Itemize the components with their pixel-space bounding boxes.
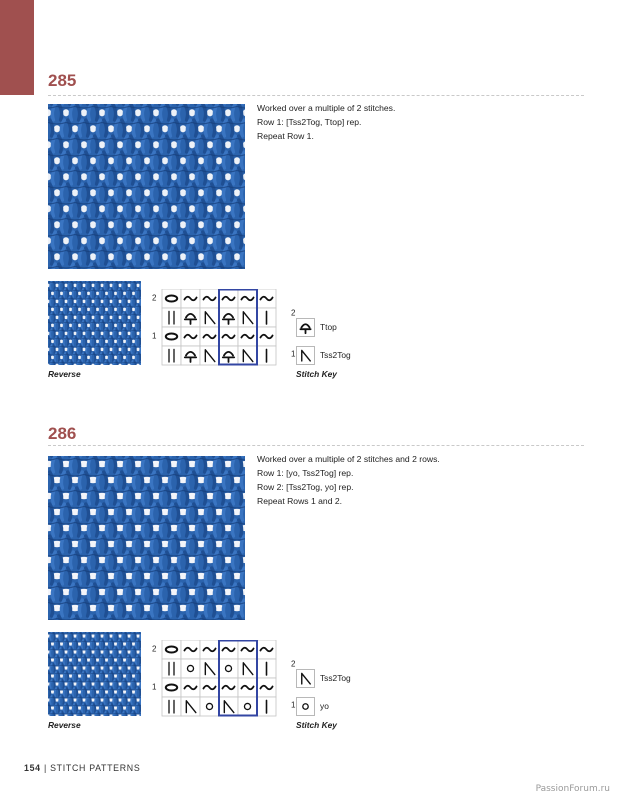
key-item (296, 669, 376, 689)
ttop-icon (219, 346, 238, 365)
row-label-left: 2 (152, 644, 157, 654)
tilde-icon (238, 289, 257, 308)
bar-icon (257, 659, 276, 678)
key-item (296, 318, 376, 338)
tilde-icon (238, 640, 257, 659)
loop-icon (162, 289, 181, 308)
tss2tog-icon (238, 659, 257, 678)
tss2tog-icon (219, 697, 238, 716)
key-item (296, 697, 376, 717)
row-label-left: 1 (152, 682, 157, 692)
key-label: yo (320, 701, 329, 711)
tss2tog-icon (200, 308, 219, 327)
bar-icon (257, 697, 276, 716)
reverse-swatch-photo (48, 281, 141, 365)
pattern-number-286: 286 (48, 424, 77, 443)
instruction-line: Row 2: [Tss2Tog, yo] rep. (257, 482, 354, 492)
tilde-icon (181, 289, 200, 308)
yo-icon (238, 697, 257, 716)
tilde-icon (200, 678, 219, 697)
bar-icon (257, 308, 276, 327)
stitch-key-caption: Stitch Key (296, 720, 337, 730)
key-label: Ttop (320, 322, 337, 332)
yo-icon (219, 659, 238, 678)
bar-icon (257, 346, 276, 365)
instruction-line: Row 1: [Tss2Tog, Ttop] rep. (257, 117, 362, 127)
double-bar-icon (162, 308, 181, 327)
instruction-line: Row 1: [yo, Tss2Tog] rep. (257, 468, 354, 478)
double-bar-icon (162, 346, 181, 365)
tilde-icon (200, 327, 219, 346)
page-footer (24, 763, 140, 773)
tilde-icon (238, 327, 257, 346)
footer-separator: | (43, 763, 47, 773)
section-divider (48, 445, 584, 446)
tilde-icon (238, 678, 257, 697)
loop-icon (162, 327, 181, 346)
main-swatch-photo (48, 104, 245, 269)
tss2tog-icon (200, 346, 219, 365)
yo-icon (200, 697, 219, 716)
ttop-icon (181, 308, 200, 327)
stitch-chart (150, 289, 302, 369)
tss2tog-icon (181, 697, 200, 716)
chapter-tab (0, 0, 34, 95)
tilde-icon (181, 640, 200, 659)
tilde-icon (181, 678, 200, 697)
stitch-chart (150, 640, 302, 720)
tss2tog-icon (200, 659, 219, 678)
section-divider (48, 95, 584, 96)
yo-icon (296, 697, 315, 716)
tilde-icon (219, 678, 238, 697)
double-bar-icon (162, 659, 181, 678)
key-label: Tss2Tog (320, 350, 351, 360)
double-bar-icon (162, 697, 181, 716)
yo-icon (181, 659, 200, 678)
tilde-icon (219, 289, 238, 308)
ttop-icon (296, 318, 315, 337)
instructions (257, 452, 440, 508)
chart-grid (150, 289, 302, 369)
tss2tog-icon (296, 346, 315, 365)
instruction-line: Repeat Row 1. (257, 131, 314, 141)
row-label-right: 2 (291, 659, 296, 669)
tilde-icon (181, 327, 200, 346)
tilde-icon (200, 289, 219, 308)
main-swatch-photo (48, 456, 245, 620)
row-label-left: 1 (152, 331, 157, 341)
reverse-swatch-photo (48, 632, 141, 716)
page-number: 154 (24, 763, 41, 773)
tss2tog-icon (238, 346, 257, 365)
row-label-right: 1 (291, 700, 296, 710)
ttop-icon (181, 346, 200, 365)
tss2tog-icon (296, 669, 315, 688)
tilde-icon (257, 289, 276, 308)
key-item (296, 346, 376, 366)
row-label-right: 1 (291, 349, 296, 359)
instruction-line: Worked over a multiple of 2 stitches. (257, 103, 396, 113)
instruction-line: Worked over a multiple of 2 stitches and 2 rows. (257, 454, 440, 464)
loop-icon (162, 678, 181, 697)
tilde-icon (257, 640, 276, 659)
tilde-icon (257, 327, 276, 346)
key-label: Tss2Tog (320, 673, 351, 683)
stitch-key-caption: Stitch Key (296, 369, 337, 379)
loop-icon (162, 640, 181, 659)
instructions (257, 101, 395, 143)
tilde-icon (200, 640, 219, 659)
chart-grid (150, 640, 302, 720)
pattern-number-285: 285 (48, 71, 77, 90)
tilde-icon (219, 327, 238, 346)
reverse-caption: Reverse (48, 369, 81, 379)
row-label-right: 2 (291, 308, 296, 318)
reverse-caption: Reverse (48, 720, 81, 730)
tss2tog-icon (238, 308, 257, 327)
tilde-icon (257, 678, 276, 697)
ttop-icon (219, 308, 238, 327)
row-label-left: 2 (152, 293, 157, 303)
tilde-icon (219, 640, 238, 659)
watermark: PassionForum.ru (535, 784, 610, 794)
section-title: STITCH PATTERNS (50, 763, 141, 773)
instruction-line: Repeat Rows 1 and 2. (257, 496, 343, 506)
